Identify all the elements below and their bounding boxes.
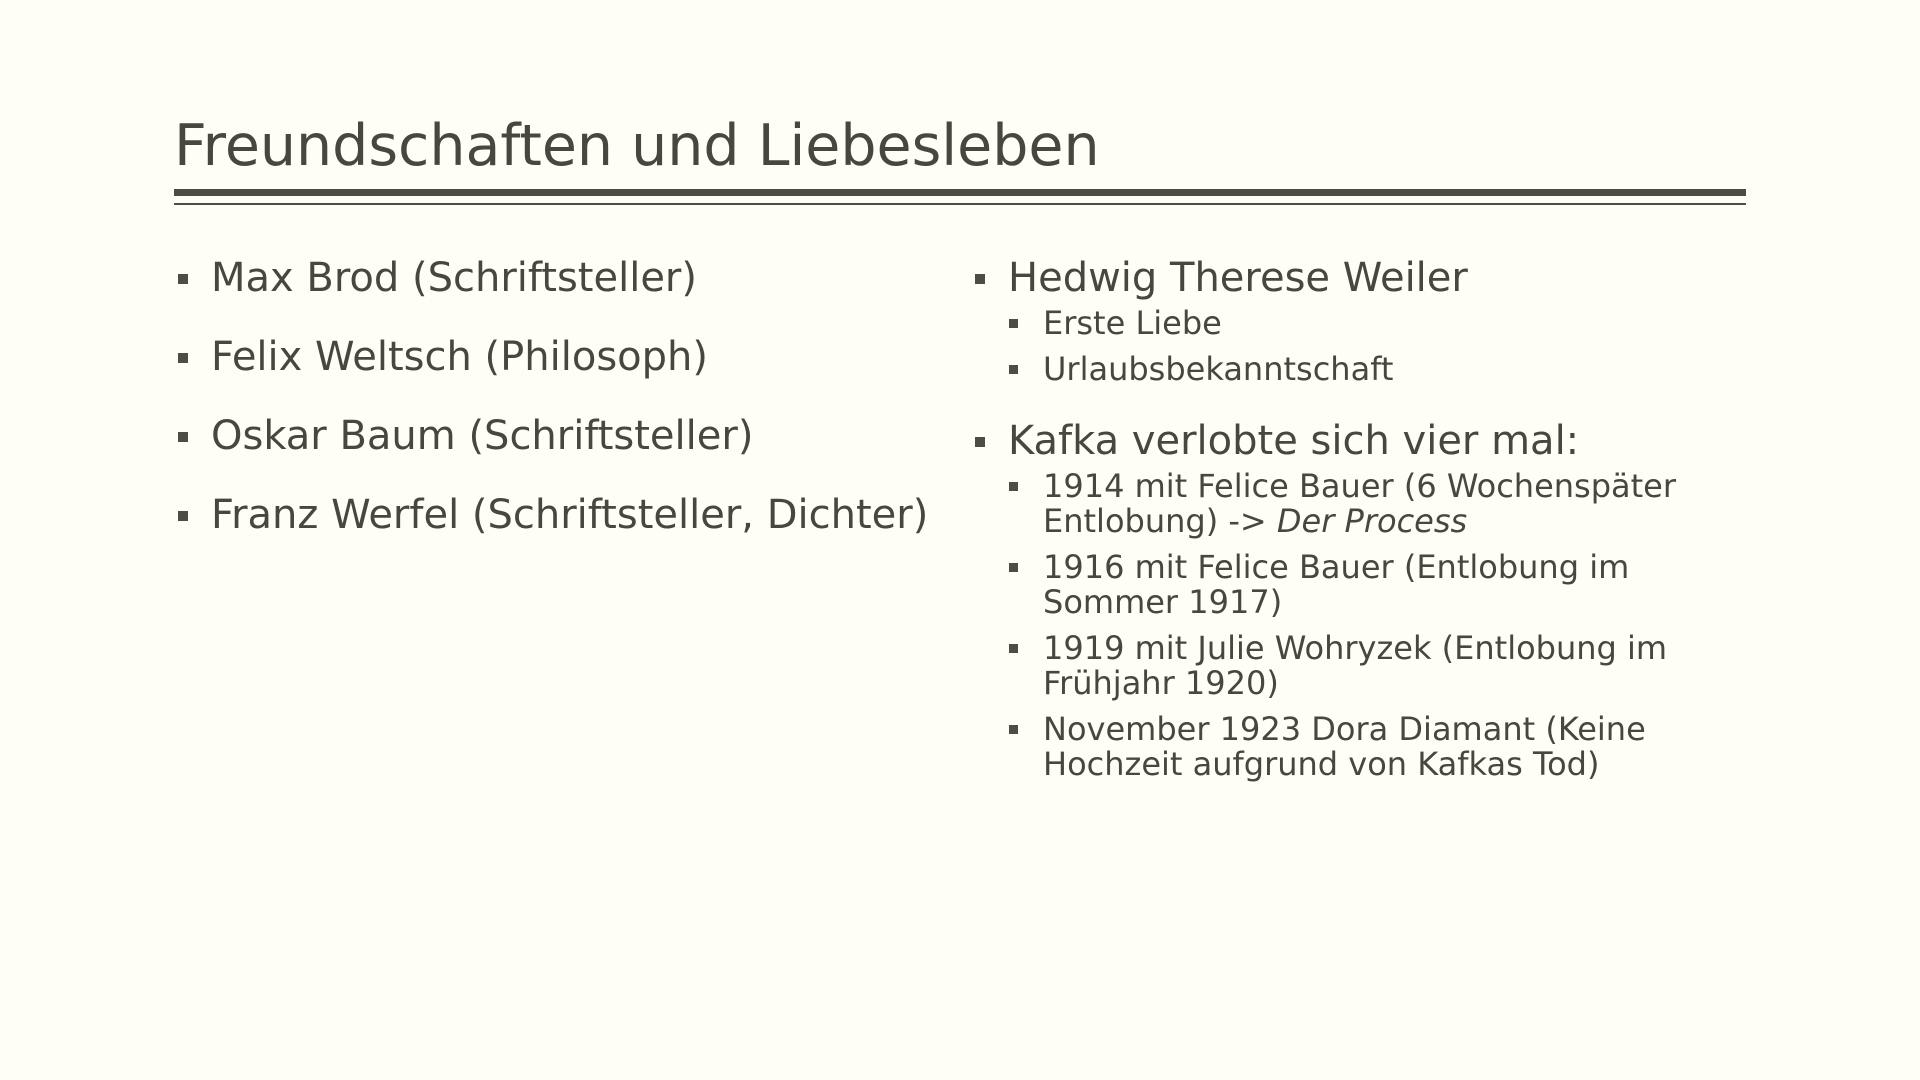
square-bullet-icon	[1009, 365, 1018, 374]
list-item	[174, 331, 954, 383]
sub-list-item	[1008, 306, 1741, 341]
square-bullet-icon	[1009, 319, 1018, 328]
sub-list-item-text: Erste Liebe	[1043, 304, 1222, 342]
sub-list-item-text: Urlaubsbekanntschaft	[1043, 350, 1394, 388]
list-item	[174, 410, 954, 462]
sub-list-item-text: 1914 mit Felice Bauer (6 Wochenspäter Entlobung) ->	[1043, 467, 1677, 540]
list-item	[971, 252, 1741, 304]
square-bullet-icon	[975, 437, 985, 447]
sub-list-item-text: 1916 mit Felice Bauer (Entlobung im Sommer 1917)	[1043, 548, 1630, 621]
square-bullet-icon	[178, 353, 188, 363]
right-column	[971, 252, 1741, 793]
work-title: Der Process	[1276, 502, 1468, 540]
list-item	[174, 252, 954, 304]
sub-list-item	[1008, 469, 1741, 539]
square-bullet-icon	[178, 432, 188, 442]
sub-list-item	[1008, 550, 1741, 620]
sub-list-item	[1008, 352, 1741, 387]
list-item-heading: Hedwig Therese Weiler	[1008, 255, 1468, 301]
list-item-text: Oskar Baum (Schriftsteller)	[211, 413, 754, 459]
square-bullet-icon	[178, 511, 188, 521]
slide-title: Freundschaften und Liebesleben	[174, 113, 1100, 179]
list-item-heading: Kafka verlobte sich vier mal:	[1008, 418, 1580, 464]
right-group-weiler	[971, 252, 1741, 304]
sub-list	[1008, 469, 1741, 782]
sub-list-item-text: November 1923 Dora Diamant (Keine Hochzeit aufgrund von Kafkas Tod)	[1043, 710, 1646, 783]
title-underline-thin	[174, 203, 1746, 205]
left-column-list	[174, 252, 954, 568]
sub-list-item	[1008, 631, 1741, 701]
list-item-text: Franz Werfel (Schriftsteller, Dichter)	[211, 492, 929, 538]
sub-list	[1008, 306, 1741, 387]
square-bullet-icon	[1009, 482, 1018, 491]
square-bullet-icon	[975, 274, 985, 284]
sub-list-item-text: 1919 mit Julie Wohryzek (Entlobung im Frühjahr 1920)	[1043, 629, 1668, 702]
list-item-text: Max Brod (Schriftsteller)	[211, 255, 697, 301]
list-item	[971, 415, 1741, 467]
square-bullet-icon	[1009, 725, 1018, 734]
list-item-text: Felix Weltsch (Philosoph)	[211, 334, 708, 380]
square-bullet-icon	[178, 274, 188, 284]
square-bullet-icon	[1009, 563, 1018, 572]
right-group-verlobungen	[971, 415, 1741, 467]
sub-list-item	[1008, 712, 1741, 782]
title-underline-thick	[174, 189, 1746, 196]
list-item	[174, 489, 954, 541]
square-bullet-icon	[1009, 644, 1018, 653]
